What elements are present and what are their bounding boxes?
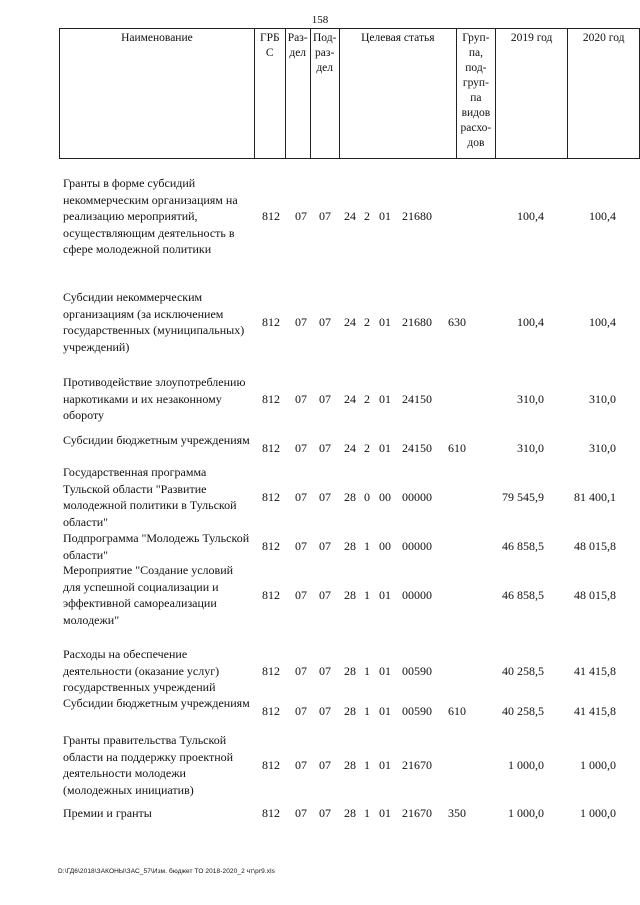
target-event-cell: 01	[379, 663, 391, 678]
razdel-cell: 07	[295, 806, 307, 820]
podrazdel-cell: 07	[319, 391, 331, 406]
amount-2019-cell: 100,4	[517, 314, 544, 329]
amount-2019-cell: 46 858,5	[502, 539, 544, 554]
amount-2019-cell: 79 545,9	[502, 489, 544, 504]
grbs-cell: 812	[262, 489, 280, 504]
target-subprogram-cell: 2	[364, 391, 370, 406]
target-program-cell: 24	[344, 314, 356, 329]
grbs-cell: 812	[262, 757, 280, 772]
razdel-cell: 07	[295, 209, 307, 223]
amount-2020-cell: 310,0	[589, 391, 616, 406]
target-event-cell: 01	[379, 209, 391, 223]
razdel-cell: 07	[295, 314, 307, 329]
amount-2020-cell: 48 015,8	[574, 587, 616, 602]
target-program-cell: 24	[344, 209, 356, 223]
row-name-cell: Гранты в форме субсидий некоммерческим организациям на реализацию мероприятий, осуществляющим деятельность в сфере молодежной политики	[63, 176, 238, 256]
razdel-cell: 07	[295, 539, 307, 554]
razdel-cell: 07	[295, 391, 307, 406]
amount-2020-cell: 100,4	[589, 314, 616, 329]
target-event-cell: 01	[379, 806, 391, 820]
amount-2020-cell: 81 400,1	[574, 489, 616, 504]
header-razdel: Раз- дел	[285, 29, 310, 159]
amount-2019-cell: 310,0	[517, 391, 544, 406]
target-program-cell: 24	[344, 391, 356, 406]
header-2019: 2019 год	[495, 29, 568, 159]
amount-2020-cell: 41 415,8	[574, 704, 616, 719]
podrazdel-cell: 07	[319, 209, 331, 223]
target-subprogram-cell: 1	[364, 704, 370, 719]
row-name-cell: Премии и гранты	[63, 806, 152, 820]
expense-group-cell: 630	[448, 314, 466, 329]
grbs-cell: 812	[262, 704, 280, 719]
target-program-cell: 28	[344, 663, 356, 678]
header-podrazdel: Под- раз- дел	[310, 29, 339, 159]
amount-2019-cell: 310,0	[517, 441, 544, 456]
expense-group-cell: 350	[448, 806, 466, 820]
target-program-cell: 28	[344, 489, 356, 504]
grbs-cell: 812	[262, 314, 280, 329]
amount-2019-cell: 1 000,0	[508, 806, 544, 820]
podrazdel-cell: 07	[319, 441, 331, 456]
file-path-footer: D:\ГД6\2018\ЗАКОНЫ\ЗАС_57\Изм. бюджет ТО 2018-2020_2 чт\pr9.xls	[58, 868, 276, 875]
amount-2020-cell: 48 015,8	[574, 539, 616, 554]
expense-group-cell: 610	[448, 441, 466, 456]
grbs-cell: 812	[262, 663, 280, 678]
podrazdel-cell: 07	[319, 704, 331, 719]
amount-2019-cell: 40 258,5	[502, 663, 544, 678]
razdel-cell: 07	[295, 757, 307, 772]
target-direction-cell: 21670	[402, 806, 432, 820]
amount-2020-cell: 310,0	[589, 441, 616, 456]
grbs-cell: 812	[262, 391, 280, 406]
target-subprogram-cell: 2	[364, 209, 370, 223]
page-number: 158	[311, 14, 329, 26]
amount-2020-cell: 1 000,0	[580, 806, 616, 820]
target-event-cell: 00	[379, 489, 391, 504]
row-name-cell: Субсидии бюджетным учреждениям	[63, 433, 250, 447]
header-group: Груп- па, под- груп- па видов расхо- дов	[456, 29, 495, 159]
row-name-cell: Расходы на обеспечение деятельности (оказание услуг) государственных учреждений	[63, 647, 220, 694]
grbs-cell: 812	[262, 587, 280, 602]
podrazdel-cell: 07	[319, 587, 331, 602]
expense-group-cell: 610	[448, 704, 466, 719]
row-name-cell: Государственная программа Тульской области "Развитие молодежной политики в Тульской области"	[63, 465, 237, 529]
target-event-cell: 01	[379, 757, 391, 772]
target-direction-cell: 21670	[402, 757, 432, 772]
target-event-cell: 01	[379, 391, 391, 406]
target-subprogram-cell: 1	[364, 806, 370, 820]
target-program-cell: 24	[344, 441, 356, 456]
target-subprogram-cell: 0	[364, 489, 370, 504]
target-direction-cell: 00590	[402, 704, 432, 719]
podrazdel-cell: 07	[319, 806, 331, 820]
target-direction-cell: 00000	[402, 587, 432, 602]
target-subprogram-cell: 2	[364, 314, 370, 329]
amount-2019-cell: 1 000,0	[508, 757, 544, 772]
podrazdel-cell: 07	[319, 663, 331, 678]
target-subprogram-cell: 1	[364, 663, 370, 678]
grbs-cell: 812	[262, 209, 280, 223]
target-subprogram-cell: 1	[364, 539, 370, 554]
header-grbs: ГРБ С	[254, 29, 285, 159]
target-event-cell: 01	[379, 441, 391, 456]
target-direction-cell: 24150	[402, 391, 432, 406]
target-subprogram-cell: 1	[364, 587, 370, 602]
target-program-cell: 28	[344, 587, 356, 602]
amount-2020-cell: 41 415,8	[574, 663, 616, 678]
header-target: Целевая статья	[339, 29, 456, 159]
row-name-cell: Гранты правительства Тульской области на поддержку проектной деятельности молодежи (молодежных инициатив)	[63, 733, 234, 797]
podrazdel-cell: 07	[319, 489, 331, 504]
target-subprogram-cell: 1	[364, 757, 370, 772]
amount-2019-cell: 100,4	[517, 209, 544, 223]
row-name-cell: Мероприятие "Создание условий для успешной социализации и эффективной самореализации молодежи"	[63, 563, 234, 627]
row-name-cell: Субсидии некоммерческим организациям (за исключением государственных (муниципальных) учреждений)	[63, 290, 245, 354]
target-program-cell: 28	[344, 806, 356, 820]
razdel-cell: 07	[295, 587, 307, 602]
grbs-cell: 812	[262, 441, 280, 456]
target-direction-cell: 00000	[402, 489, 432, 504]
target-event-cell: 01	[379, 587, 391, 602]
row-name-cell: Подпрограмма "Молодежь Тульской области"	[63, 531, 250, 562]
target-direction-cell: 00000	[402, 539, 432, 554]
target-direction-cell: 00590	[402, 663, 432, 678]
amount-2020-cell: 1 000,0	[580, 757, 616, 772]
razdel-cell: 07	[295, 704, 307, 719]
target-subprogram-cell: 2	[364, 441, 370, 456]
target-program-cell: 28	[344, 704, 356, 719]
target-program-cell: 28	[344, 757, 356, 772]
table-header	[59, 28, 640, 159]
target-event-cell: 00	[379, 539, 391, 554]
razdel-cell: 07	[295, 441, 307, 456]
amount-2020-cell: 100,4	[589, 209, 616, 223]
target-event-cell: 01	[379, 314, 391, 329]
target-direction-cell: 24150	[402, 441, 432, 456]
podrazdel-cell: 07	[319, 314, 331, 329]
row-name-cell: Субсидии бюджетным учреждениям	[63, 696, 250, 710]
razdel-cell: 07	[295, 489, 307, 504]
header-name: Наименование	[60, 29, 255, 159]
grbs-cell: 812	[262, 539, 280, 554]
podrazdel-cell: 07	[319, 539, 331, 554]
target-direction-cell: 21680	[402, 314, 432, 329]
target-direction-cell: 21680	[402, 209, 432, 223]
header-2020: 2020 год	[568, 29, 640, 159]
podrazdel-cell: 07	[319, 757, 331, 772]
row-name-cell: Противодействие злоупотреблению наркотиками и их незаконному обороту	[63, 375, 246, 422]
amount-2019-cell: 46 858,5	[502, 587, 544, 602]
razdel-cell: 07	[295, 663, 307, 678]
target-event-cell: 01	[379, 704, 391, 719]
amount-2019-cell: 40 258,5	[502, 704, 544, 719]
grbs-cell: 812	[262, 806, 280, 820]
target-program-cell: 28	[344, 539, 356, 554]
